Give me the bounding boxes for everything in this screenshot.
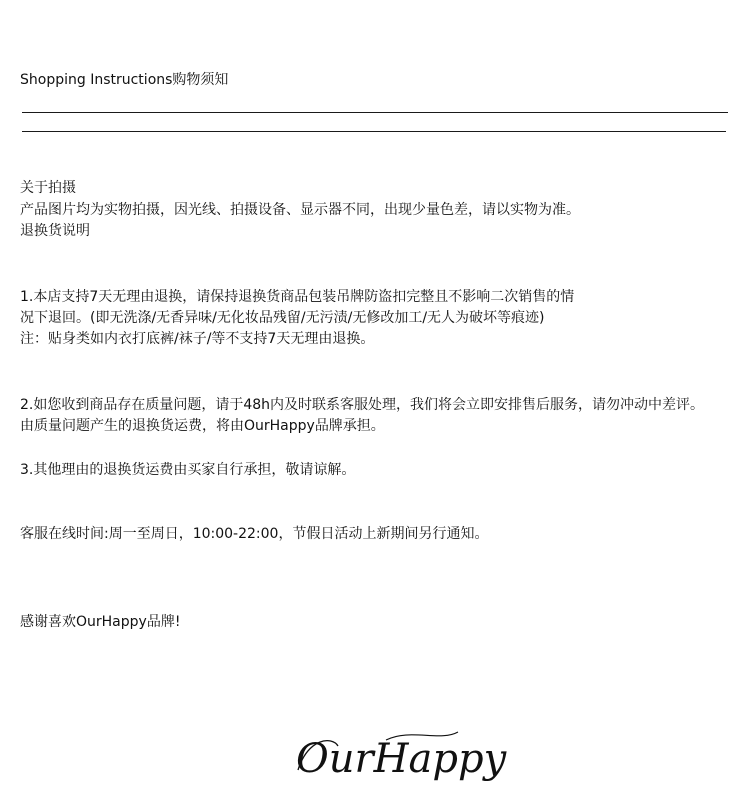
return-policy-heading: 退换货说明 [20, 223, 90, 239]
divider-bottom [22, 131, 726, 132]
photo-section-heading: 关于拍摄 [20, 180, 76, 196]
service-hours: 客服在线时间:周一至周日，10:00-22:00，节假日活动上新期间另行通知。 [20, 526, 489, 542]
policy-item-1-line-1: 1.本店支持7天无理由退换，请保持退换货商品包装吊牌防盗扣完整且不影响二次销售的情 [20, 289, 575, 305]
brand-logo-text: OurHappy [296, 736, 507, 782]
policy-item-3: 3.其他理由的退换货运费由买家自行承担，敬请谅解。 [20, 462, 356, 478]
policy-item-2-line-1: 2.如您收到商品存在质量问题，请于48h内及时联系客服处理，我们将会立即安排售后服务，请勿冲动中差评。 [20, 397, 705, 413]
policy-item-2-line-2: 由质量问题产生的退换货运费，将由OurHappy品牌承担。 [20, 418, 385, 434]
photo-section-text: 产品图片均为实物拍摄，因光线、拍摄设备、显示器不同，出现少量色差，请以实物为准。 [20, 202, 580, 218]
ourhappy-logo [290, 728, 507, 792]
thanks-message: 感谢喜欢OurHappy品牌! [20, 614, 181, 630]
policy-item-1-note: 注：贴身类如内衣打底裤/袜子/等不支持7天无理由退换。 [20, 331, 375, 347]
divider-top [22, 112, 728, 113]
policy-item-1-line-2: 况下退回。(即无洗涤/无香异味/无化妆品残留/无污渍/无修改加工/无人为破坏等痕迹) [20, 310, 545, 326]
page-title: Shopping Instructions购物须知 [20, 72, 229, 88]
